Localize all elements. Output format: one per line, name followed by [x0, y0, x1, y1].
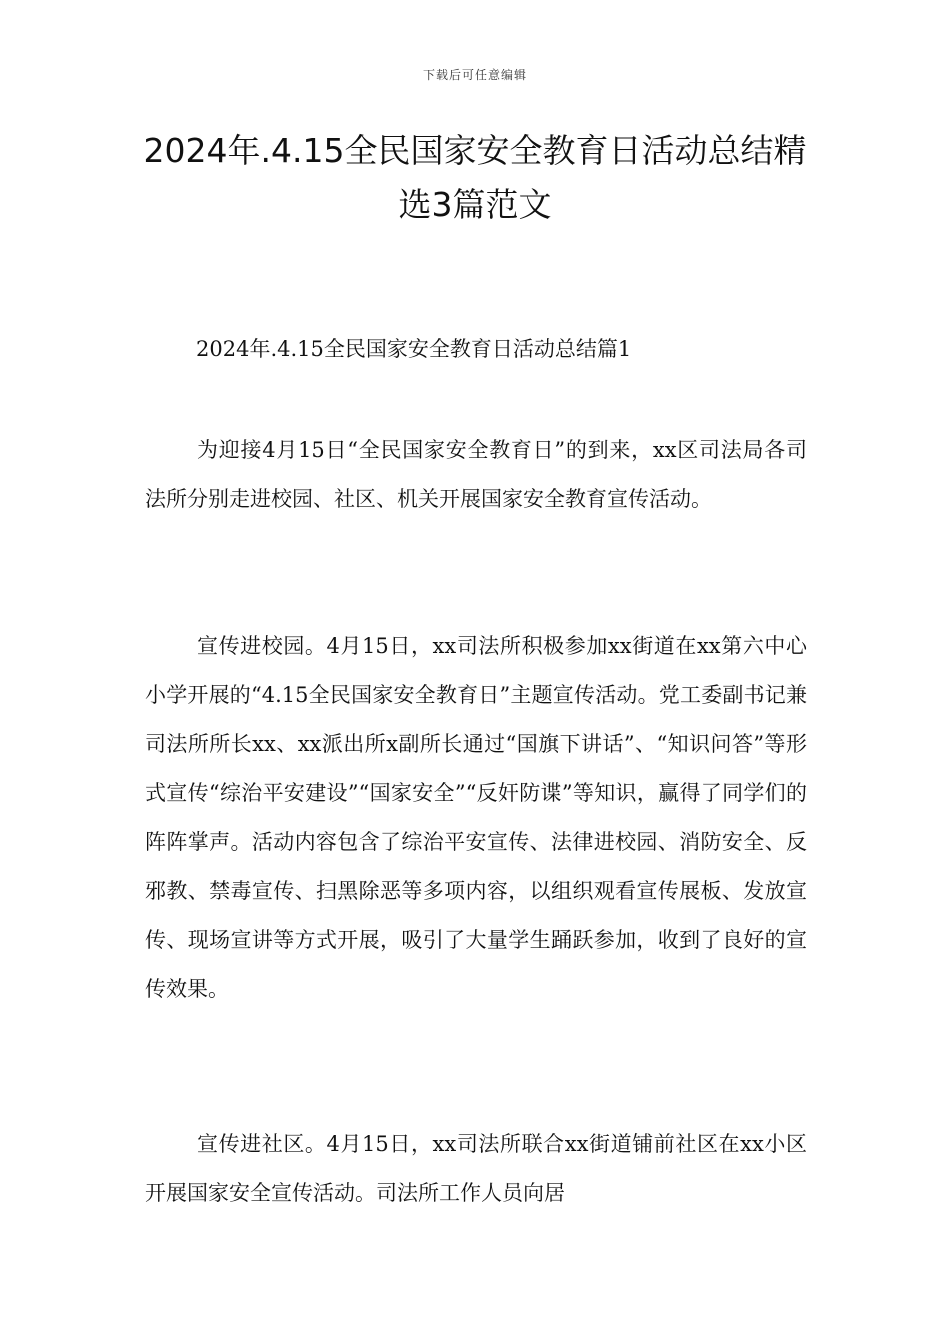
paragraph-community: 宣传进社区。4月15日，xx司法所联合xx街道铺前社区在xx小区开展国家安全宣传活动。司法所工作人员向居: [145, 1132, 807, 1205]
header-note: 下载后可任意编辑: [422, 68, 527, 82]
paragraph-intro: 为迎接4月15日“全民国家安全教育日”的到来，xx区司法局各司法所分别走进校园、社区、机关开展国家安全教育宣传活动。: [145, 438, 807, 511]
document-title: 2024年.4.15全民国家安全教育日活动总结精选3篇范文: [143, 131, 807, 224]
paragraph-school: 宣传进校园。4月15日，xx司法所积极参加xx街道在xx第六中心小学开展的“4.15全民国家安全教育日”主题宣传活动。党工委副书记兼司法所所长xx、xx派出所x副所长通过“国旗下讲话”、“知识问答”等形式宣传“综治平安建设”“国家安全”“反奸防谍”等知识，赢得了同学们的阵阵掌声。活动内容包含了综治平安宣传、法律进校园、消防安全、反邪教、禁毒宣传、扫黑除恶等多项内容，以组织观看宣传展板、发放宣传、现场宣讲等方式开展，吸引了大量学生踊跃参加，收到了良好的宣传效果。: [145, 634, 807, 1001]
section-heading: 2024年.4.15全民国家安全教育日活动总结篇1: [196, 337, 632, 361]
